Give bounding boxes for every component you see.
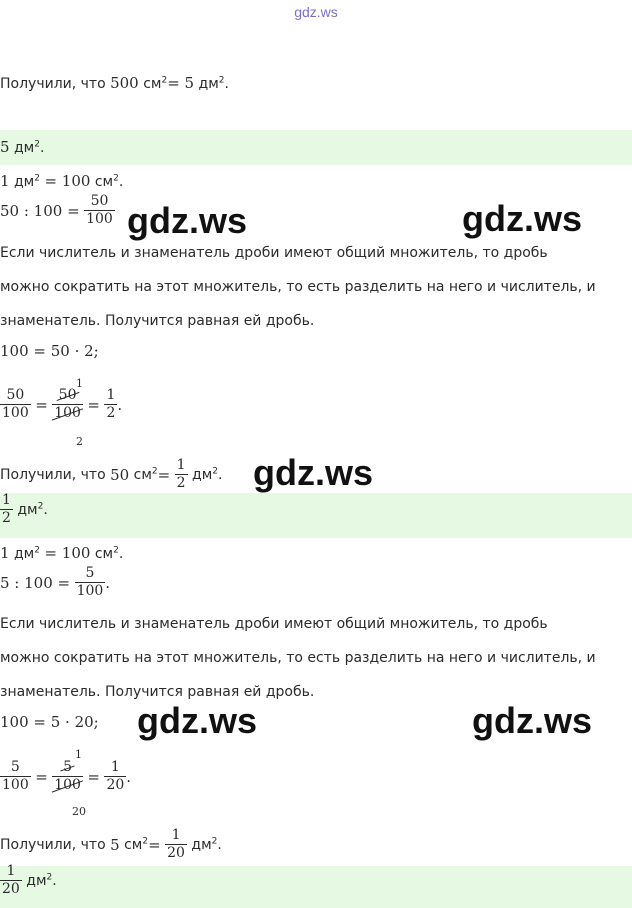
- original-fraction: [0, 760, 31, 794]
- unit: дм: [14, 546, 35, 562]
- answer-band-3: [0, 866, 632, 908]
- site-header-link[interactable]: gdz.ws: [294, 4, 338, 20]
- division-fraction: [84, 194, 115, 228]
- rule-text: знаменатель. Получится равная ей дробь.: [0, 684, 315, 700]
- unit: см: [94, 546, 114, 562]
- watermark: gdz.ws: [127, 200, 248, 241]
- value: = 100: [44, 172, 91, 190]
- answer-3: [0, 864, 57, 898]
- numerator: 5: [75, 566, 106, 583]
- numerator: 5: [0, 760, 31, 777]
- equals: =: [35, 395, 48, 414]
- unit: см: [133, 466, 152, 483]
- result-line-1: [0, 74, 229, 92]
- division-expr: 50 : 100 =: [0, 201, 80, 220]
- exponent: 2: [113, 173, 119, 184]
- exponent: 2: [212, 466, 219, 477]
- division-line: 5 : 100 = $\frac{5}{100}$ .: [0, 565, 111, 600]
- division-fraction: [75, 566, 106, 600]
- answer-fraction: [0, 493, 13, 527]
- answer-band-2: [0, 493, 632, 538]
- answer-band-1: [0, 130, 632, 165]
- unit: дм: [17, 501, 38, 518]
- unit: дм: [198, 76, 219, 92]
- exponent: 2: [46, 872, 53, 883]
- result-value: 5: [110, 835, 120, 854]
- division-line: [0, 194, 115, 228]
- cancel-factor: 1: [76, 377, 83, 390]
- exponent: 2: [34, 139, 40, 150]
- denominator: 2: [176, 475, 186, 492]
- cancelled-fraction: [52, 388, 83, 422]
- rule-text: знаменатель. Получится равная ей дробь.: [0, 313, 315, 329]
- cancel-factor: 20: [72, 805, 86, 818]
- result-line-3: Получили, что 5 $см^2=$ $\frac{1}{20}$ $дм^2$.: [0, 827, 222, 862]
- unit: дм: [14, 174, 35, 190]
- denominator: 20: [106, 777, 125, 794]
- numerator: 1: [104, 388, 117, 405]
- denominator: 100: [2, 405, 29, 422]
- exponent: 2: [151, 466, 158, 477]
- exponent: 2: [34, 545, 40, 556]
- watermark: gdz.ws: [137, 700, 258, 741]
- equals: =: [87, 395, 100, 414]
- conversion-line: 1 $дм^2 = 100$ $см^2$.: [0, 172, 124, 190]
- cancelled-fraction: [52, 760, 83, 794]
- reduction-line: $\frac{5}{100}$ = $\frac{5}{100}$ = $\frac{1}{20}$ .: [2, 759, 132, 794]
- result-line-2: Получили, что 50 $см^2=$ $\frac{1}{2}$ $дм^2$.: [0, 457, 223, 492]
- result-fraction: [165, 828, 187, 862]
- equals: =: [148, 835, 161, 854]
- original-fraction: [0, 388, 31, 422]
- cancel-factor: 1: [75, 748, 82, 761]
- denominator: 20: [167, 845, 185, 862]
- answer-fraction: [0, 864, 22, 898]
- value: 1: [0, 544, 10, 562]
- unit: дм: [26, 872, 47, 889]
- numerator: 50: [58, 387, 77, 403]
- unit: дм: [191, 836, 212, 853]
- numerator: 1: [175, 458, 188, 475]
- result-eq: = 5: [167, 74, 195, 92]
- period: .: [39, 140, 45, 156]
- answer-value: 5: [0, 138, 10, 156]
- result-fraction: [104, 388, 117, 422]
- value: 1: [0, 172, 10, 190]
- numerator: 1: [0, 493, 13, 510]
- unit: см: [143, 76, 162, 92]
- equals: =: [87, 767, 100, 786]
- numerator: 1: [104, 760, 126, 777]
- exponent: 2: [161, 75, 168, 86]
- numerator: 1: [0, 864, 22, 881]
- denominator: 100: [54, 405, 81, 422]
- cancel-factor: 2: [76, 435, 83, 448]
- numerator: 5: [63, 759, 73, 775]
- exponent: 2: [113, 545, 119, 556]
- numerator: 50: [0, 388, 31, 405]
- denominator: 100: [86, 211, 113, 228]
- factor-line: 100 = 5 · 20;: [0, 713, 99, 731]
- denominator: 100: [2, 777, 29, 794]
- division-expr: 5 : 100 =: [0, 573, 71, 592]
- answer-2: [0, 493, 48, 527]
- conversion-line: 1 $дм^2 = 100$ $см^2$.: [0, 544, 124, 562]
- watermark: gdz.ws: [253, 452, 374, 493]
- reduction-line: $\frac{50}{100}$ = $\frac{50}{100}$ = $\frac{1}{2}$ .: [2, 387, 123, 422]
- result-value: 50: [110, 465, 130, 484]
- period: .: [224, 76, 229, 92]
- rule-text: можно сократить на этот множитель, то есть разделить на него и числитель, и: [0, 650, 596, 666]
- denominator: 100: [54, 777, 81, 794]
- rule-text: Если числитель и знаменатель дроби имеют общий множитель, то дробь: [0, 245, 548, 261]
- period: .: [52, 872, 57, 889]
- equals: =: [157, 465, 171, 484]
- result-prefix: Получили, что: [0, 466, 106, 483]
- factor-line: 100 = 50 · 2;: [0, 342, 99, 360]
- denominator: 20: [2, 881, 20, 898]
- rule-text: можно сократить на этот множитель, то есть разделить на него и числитель, и: [0, 279, 596, 295]
- period: .: [43, 501, 48, 518]
- denominator: 2: [2, 510, 11, 527]
- unit: см: [124, 836, 143, 853]
- exponent: 2: [37, 501, 44, 512]
- numerator: 50: [84, 194, 115, 211]
- numerator: 1: [165, 828, 187, 845]
- unit: дм: [14, 140, 35, 156]
- watermark: gdz.ws: [472, 700, 593, 741]
- denominator: 100: [76, 583, 104, 600]
- exponent: 2: [211, 836, 218, 847]
- exponent: 2: [142, 836, 149, 847]
- unit: см: [94, 174, 114, 190]
- result-prefix: Получили, что: [0, 836, 106, 853]
- exponent: 2: [34, 173, 40, 184]
- watermark: gdz.ws: [462, 198, 583, 239]
- unit: дм: [192, 466, 213, 483]
- rule-text: Если числитель и знаменатель дроби имеют общий множитель, то дробь: [0, 616, 548, 632]
- answer-1: [0, 138, 44, 156]
- denominator: 2: [106, 405, 116, 422]
- equals: =: [35, 767, 48, 786]
- exponent: 2: [218, 75, 225, 86]
- result-fraction: [104, 760, 126, 794]
- result-value: 500: [110, 74, 139, 92]
- result-fraction: [175, 458, 188, 492]
- value: = 100: [44, 544, 91, 562]
- result-prefix: Получили, что: [0, 76, 106, 92]
